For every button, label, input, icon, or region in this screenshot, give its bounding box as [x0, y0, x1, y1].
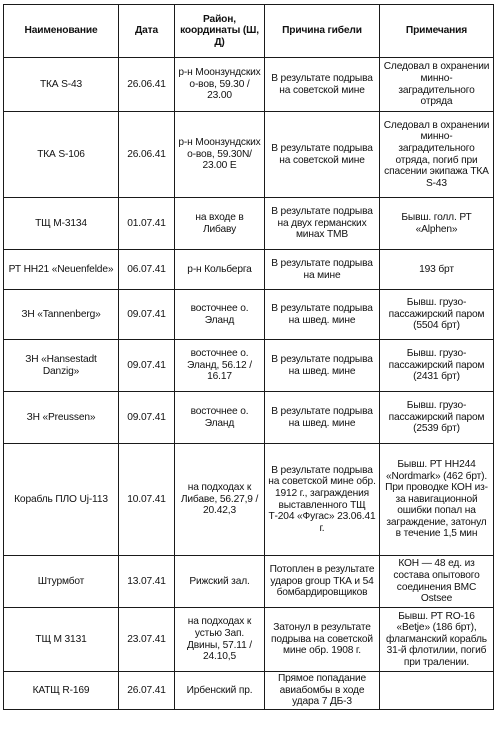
table-row — [4, 672, 494, 710]
cell-cause: Прямое попадание авиабомбы в ходе удара 7 ДБ-3 — [265, 672, 380, 710]
header-name: Наименование — [4, 5, 119, 58]
cell-date: 26.06.41 — [119, 58, 175, 112]
cell-area: р-н Кольберга — [175, 250, 265, 290]
cell-notes: Бывш. грузо-пассажирский паром (2431 брт) — [380, 340, 494, 392]
header-date: Дата — [119, 5, 175, 58]
cell-name: ЗН «Preussen» — [4, 392, 119, 444]
cell-area: на подходах к устью Зап. Двины, 57.11 / 24.10,5 — [175, 608, 265, 672]
table-header-row — [4, 5, 494, 58]
table-row — [4, 444, 494, 556]
cell-name: ТКА S-106 — [4, 112, 119, 198]
cell-notes: Следовал в охранении минно-заградительного отряда, погиб при спасении экипажа ТКА S-43 — [380, 112, 494, 198]
table-row — [4, 250, 494, 290]
cell-name: ТЩ М-3134 — [4, 198, 119, 250]
cell-notes: 193 брт — [380, 250, 494, 290]
cell-notes: Следовал в охранении минно-заградительного отряда — [380, 58, 494, 112]
cell-name: КАТЩ R-169 — [4, 672, 119, 710]
cell-cause: В результате подрыва на советской мине — [265, 112, 380, 198]
cell-date: 26.06.41 — [119, 112, 175, 198]
cell-name: ТКА S-43 — [4, 58, 119, 112]
cell-area: на входе в Либаву — [175, 198, 265, 250]
cell-area: Ирбенский пр. — [175, 672, 265, 710]
cell-cause: Затонул в результате подрыва на советской мине обр. 1908 г. — [265, 608, 380, 672]
cell-name: Корабль ПЛО Uj-113 — [4, 444, 119, 556]
cell-date: 26.07.41 — [119, 672, 175, 710]
cell-area: р-н Моонзундских о-вов, 59.30N/ 23.00 E — [175, 112, 265, 198]
cell-date: 09.07.41 — [119, 392, 175, 444]
cell-area: восточнее о. Эланд, 56.12 / 16.17 — [175, 340, 265, 392]
cell-cause: Потоплен в результате ударов group ТКА и 54 бомбардировщиков — [265, 556, 380, 608]
cell-name: ТЩ М 3131 — [4, 608, 119, 672]
cell-cause: В результате подрыва на советской мине обр. 1912 г., заграждения выставленного ТЩ Т-204 «Фугас» 23.06.41 г. — [265, 444, 380, 556]
header-notes: Примечания — [380, 5, 494, 58]
cell-date: 13.07.41 — [119, 556, 175, 608]
cell-cause: В результате подрыва на швед. мине — [265, 340, 380, 392]
cell-notes: Бывш. грузо-пассажирский паром (5504 брт) — [380, 290, 494, 340]
cell-area: восточнее о. Эланд — [175, 392, 265, 444]
table-row — [4, 198, 494, 250]
cell-date: 10.07.41 — [119, 444, 175, 556]
table-row — [4, 556, 494, 608]
cell-cause: В результате подрыва на советской мине — [265, 58, 380, 112]
cell-date: 01.07.41 — [119, 198, 175, 250]
cell-cause: В результате подрыва на швед. мине — [265, 290, 380, 340]
header-area: Район, координаты (Ш, Д) — [175, 5, 265, 58]
table-row — [4, 340, 494, 392]
cell-cause: В результате подрыва на двух германских минах TMB — [265, 198, 380, 250]
cell-cause: В результате подрыва на мине — [265, 250, 380, 290]
cell-date: 09.07.41 — [119, 340, 175, 392]
cell-notes: Бывш. голл. РТ «Alphen» — [380, 198, 494, 250]
cell-area: р-н Моонзундских о-вов, 59.30 / 23.00 — [175, 58, 265, 112]
cell-notes: КОН — 48 ед. из состава опытового соединения ВМС Ostsee — [380, 556, 494, 608]
cell-cause: В результате подрыва на швед. мине — [265, 392, 380, 444]
table-row — [4, 290, 494, 340]
cell-notes: Бывш. грузо-пассажирский паром (2539 брт) — [380, 392, 494, 444]
cell-name: ЗН «Tannenberg» — [4, 290, 119, 340]
ship-losses-table — [3, 4, 494, 710]
cell-date: 23.07.41 — [119, 608, 175, 672]
table-row — [4, 58, 494, 112]
header-cause: Причина гибели — [265, 5, 380, 58]
cell-name: Штурмбот — [4, 556, 119, 608]
cell-area: восточнее о. Эланд — [175, 290, 265, 340]
cell-date: 06.07.41 — [119, 250, 175, 290]
cell-date: 09.07.41 — [119, 290, 175, 340]
table-row — [4, 112, 494, 198]
cell-notes — [380, 672, 494, 710]
table-row — [4, 392, 494, 444]
table-row — [4, 608, 494, 672]
cell-name: ЗН «Hansestadt Danzig» — [4, 340, 119, 392]
cell-notes: Бывш. РТ RO-16 «Betje» (186 брт), флагманский корабль 31-й флотилии, погиб при тралении. — [380, 608, 494, 672]
cell-area: на подходах к Либаве, 56.27,9 / 20.42,3 — [175, 444, 265, 556]
cell-area: Рижский зал. — [175, 556, 265, 608]
cell-notes: Бывш. РТ НН244 «Nordmark» (462 брт). При проводке КОН из-за навигационной ошибки попал на заграждение, затонул в течение 1,5 мин — [380, 444, 494, 556]
cell-name: РТ НН21 «Neuenfelde» — [4, 250, 119, 290]
